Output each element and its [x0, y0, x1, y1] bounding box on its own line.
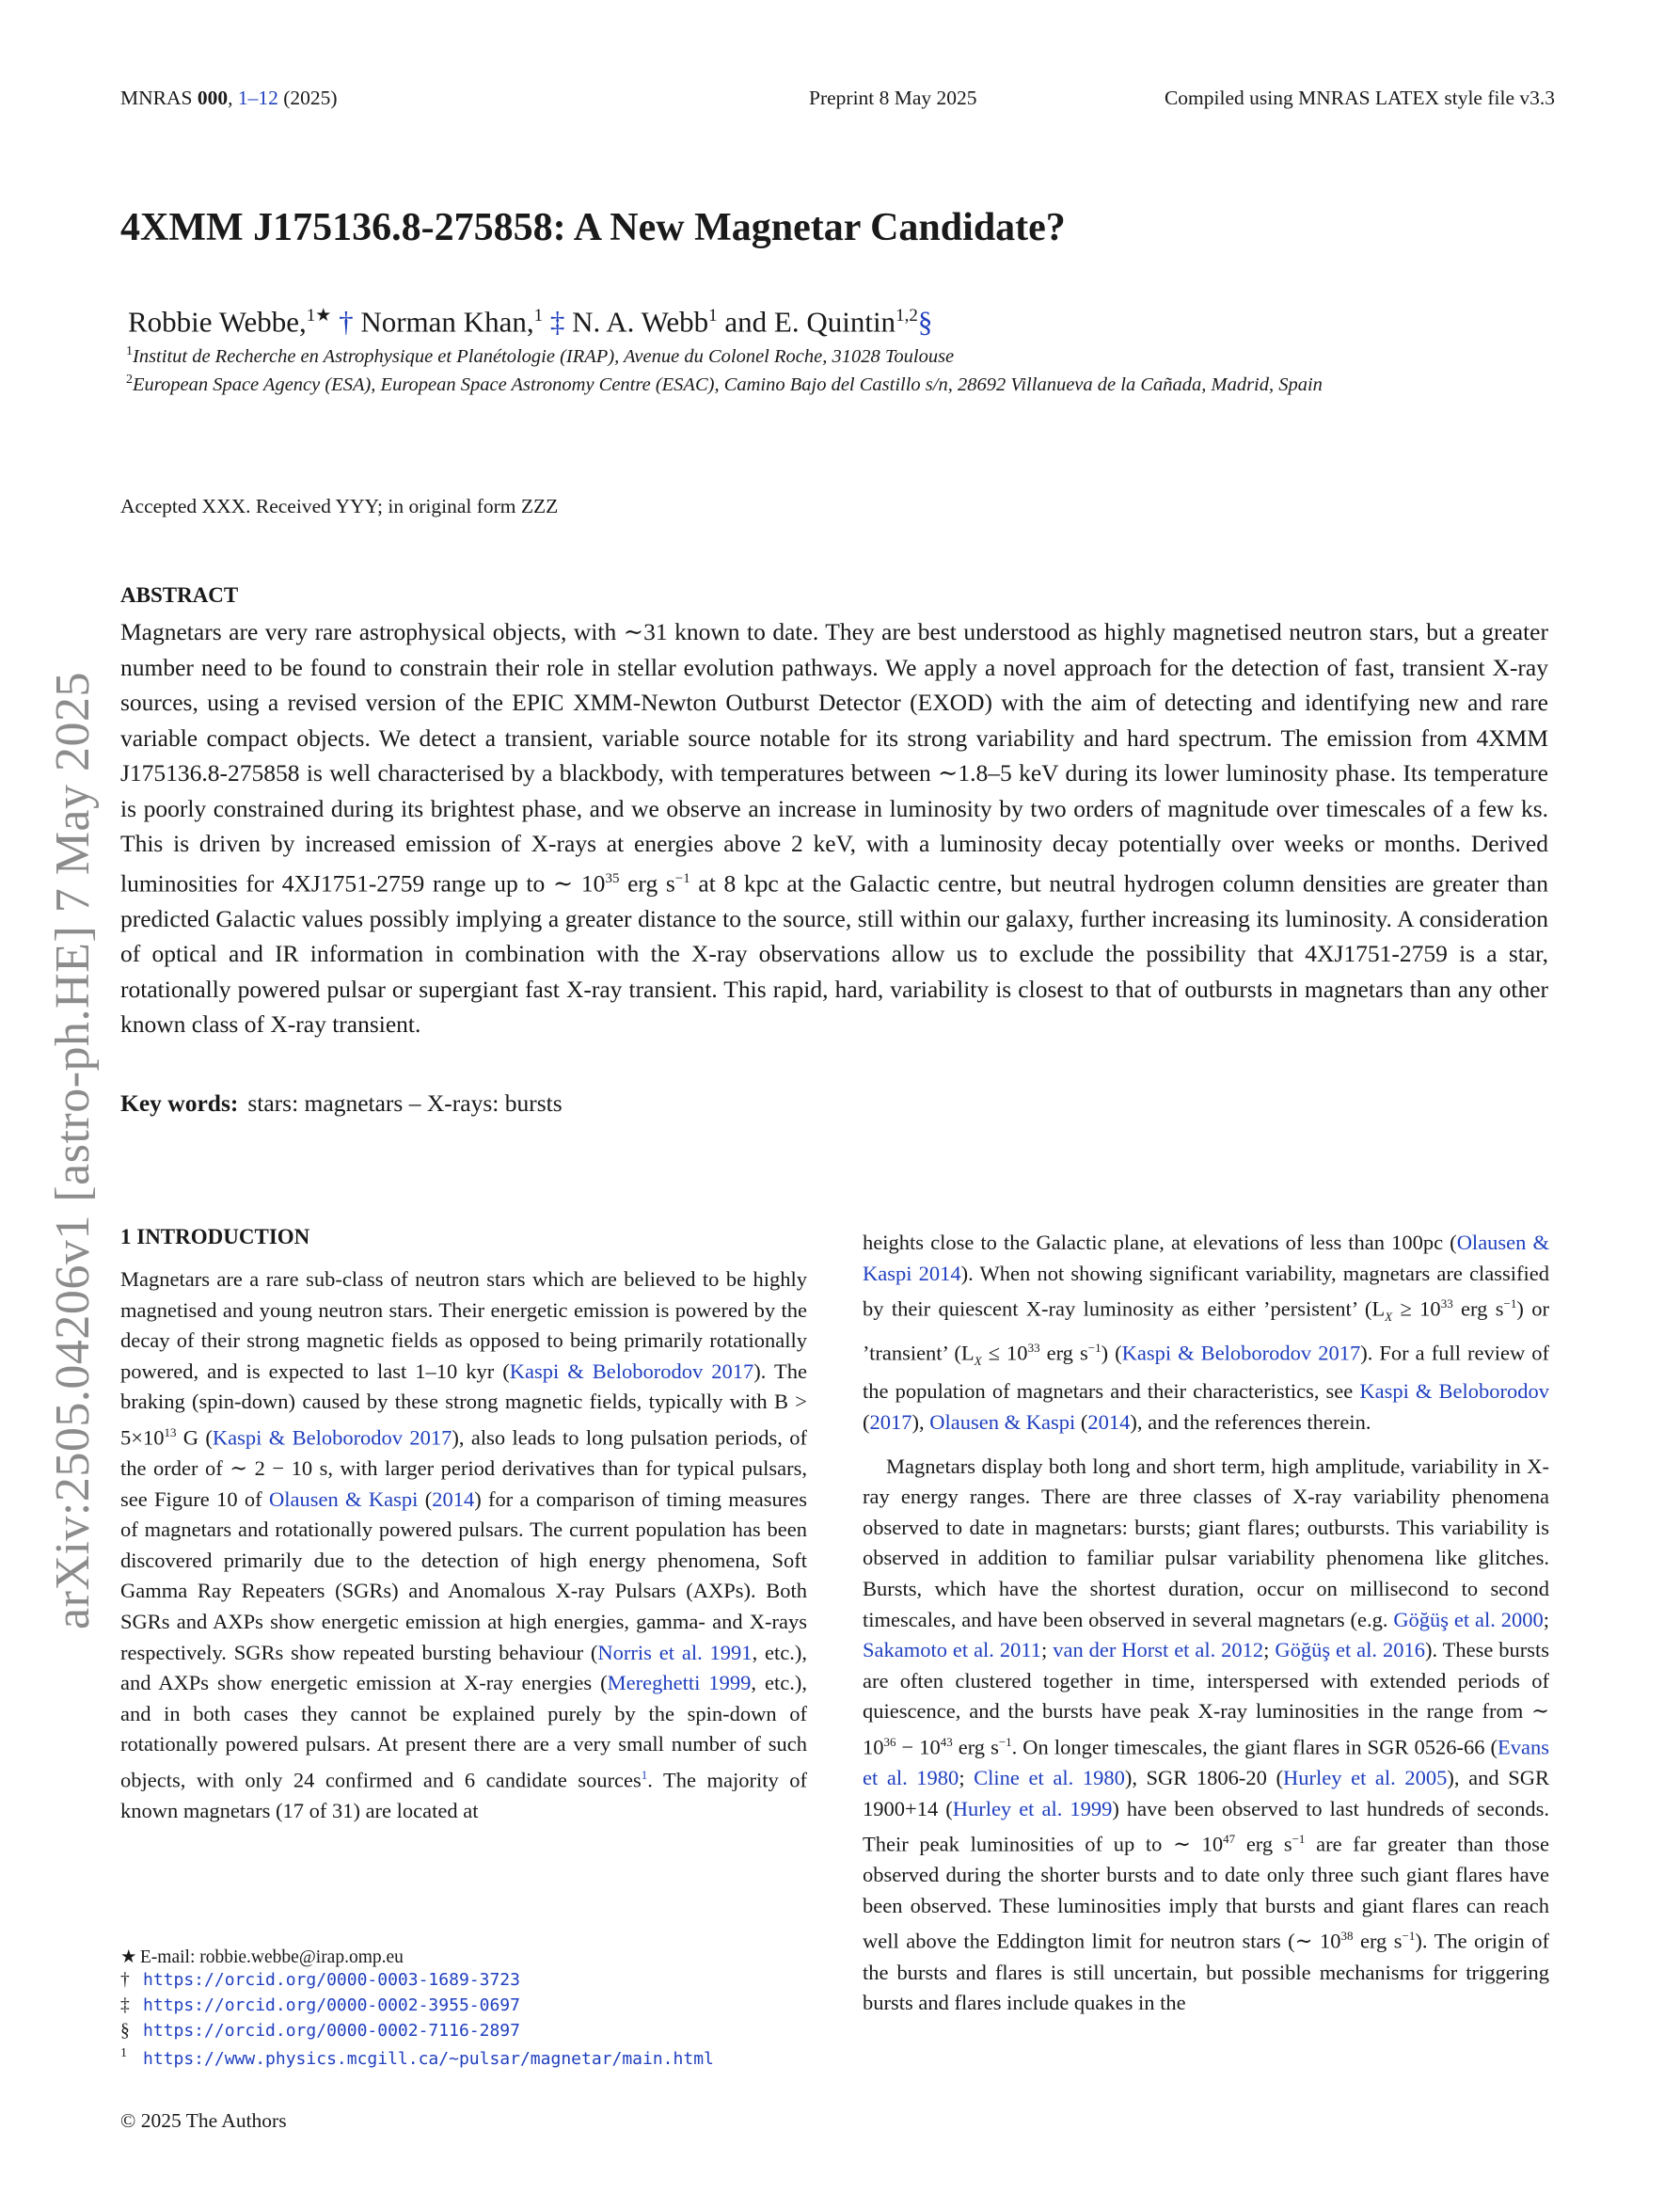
author-affiliation-sup: 1,2: [895, 306, 918, 326]
keywords-label: Key words:: [120, 1089, 239, 1117]
preprint-date: Preprint 8 May 2025: [809, 87, 977, 109]
text-run: ) have been observed to last hundreds of seconds. Their peak luminosities of up to ∼ 10: [863, 1796, 1549, 1856]
paragraph: [863, 1452, 1549, 2019]
author-affiliation-sup: 1: [708, 306, 718, 326]
text-run: ),: [911, 1409, 930, 1434]
right-column-text: [863, 1228, 1549, 2019]
text-run: Magnetars are a rare sub-class of neutron stars which are believed to be highly magnetised and young neutron stars. Their energetic emission is powered by the decay of their strong magnetic fields as opposed to being primarily rotationally powered, and is expected to last 1–10 kyr (: [120, 1267, 807, 1383]
exponent: 35: [605, 870, 620, 886]
orcid-link[interactable]: https://orcid.org/0000-0002-7116-2897: [143, 2021, 520, 2041]
exponent: −1: [1087, 1340, 1102, 1355]
exponent: −1: [674, 870, 690, 886]
text-run: ), SGR 1806-20 (: [1124, 1766, 1284, 1789]
affiliation-1: [126, 344, 954, 368]
citation-link[interactable]: Kaspi & Beloborodov 2017: [509, 1359, 754, 1383]
text-run: . The majority of known magnetars (17 of 31) are located at: [120, 1768, 807, 1823]
text-run: . On longer timescales, the giant flares in SGR 0526-66 (: [1011, 1735, 1498, 1759]
exponent: 47: [1223, 1832, 1236, 1847]
affiliation-2: [126, 373, 1323, 396]
text-run: (: [1075, 1409, 1088, 1434]
citation-link[interactable]: Olausen & Kaspi: [269, 1486, 419, 1511]
exponent: 33: [1027, 1340, 1040, 1355]
magnetar-catalog-link[interactable]: https://www.physics.mcgill.ca/~pulsar/magnetar/main.html: [143, 2048, 714, 2069]
footnote-email: [120, 1946, 404, 1968]
exponent: 38: [1340, 1929, 1354, 1944]
footnote-symbol: 1: [120, 2046, 127, 2060]
affiliation-number: 2: [126, 373, 133, 387]
keywords-text: stars: magnetars – X-rays: bursts: [247, 1089, 563, 1117]
author-name: Robbie Webbe,: [128, 305, 307, 339]
compiled-note: Compiled using MNRAS LATEX style file v3.3: [1164, 87, 1555, 109]
affiliation-text: European Space Agency (ESA), European Space Astronomy Centre (ESAC), Camino Bajo del Castillo s/n, 28692 Villanueva de la Cañada, Madrid, Spain: [133, 373, 1323, 395]
orcid-link[interactable]: https://orcid.org/0000-0003-1689-3723: [143, 1970, 520, 1990]
exponent: −1: [1402, 1929, 1416, 1944]
keywords: [120, 1089, 563, 1118]
orcid-link[interactable]: https://orcid.org/0000-0002-3955-0697: [143, 1995, 520, 2015]
subscript: X: [1385, 1310, 1393, 1325]
abstract-heading: ABSTRACT: [120, 583, 239, 607]
orcid-mark-link[interactable]: §: [917, 305, 933, 339]
text-run: (: [418, 1486, 433, 1511]
text-run: ), also leads to long pulsation periods, of the order of ∼ 2 − 10 s, with larger period derivatives than for typical pulsars, see Figure 10 of: [120, 1425, 807, 1511]
arxiv-identifier-stamp: arXiv:2505.04206v1 [astro-ph.HE] 7 May 2025: [46, 671, 100, 1629]
text-run: erg s: [1235, 1832, 1292, 1856]
footnote-symbol: †: [120, 1970, 130, 1990]
text-run: ). When not showing significant variability, magnetars are classified by their quiescent X-ray luminosity as either ’persistent’ (L: [863, 1261, 1549, 1321]
citation-link[interactable]: Olausen & Kaspi 2014: [863, 1231, 1550, 1285]
citation-link[interactable]: 2017: [869, 1409, 912, 1434]
text-run: are far greater than those observed during the shorter bursts and to date only three such giant flares have been observed. These luminosities imply that bursts and giant flares can reach well above the Eddington limit for neutron stars (∼ 10: [863, 1832, 1549, 1953]
citation-link[interactable]: Sakamoto et al. 2011: [863, 1638, 1042, 1662]
text-run: ), and the references therein.: [1130, 1409, 1371, 1434]
footnote-symbol: ★: [120, 1947, 137, 1967]
footnote-orcid: [120, 2021, 520, 2042]
affiliation-number: 1: [126, 344, 133, 358]
citation-link[interactable]: Göğüş et al. 2016: [1275, 1638, 1425, 1662]
text-run: erg s: [1353, 1929, 1403, 1953]
citation-link[interactable]: Mereghetti 1999: [607, 1671, 752, 1695]
citation-link[interactable]: Cline et al. 1980: [974, 1766, 1125, 1789]
orcid-mark-link[interactable]: †: [339, 305, 354, 339]
text-run: ;: [959, 1766, 975, 1789]
footnote-orcid: [120, 1995, 520, 2016]
abstract-text: Magnetars are very rare astrophysical objects, with ∼31 known to date. They are best understood as highly magnetised neutron stars, but a greater number need to be found to constrain their role in stellar evolution pathways. We apply a novel approach for the detection of fast, transient X-ray sources, using a revised version of the EPIC XMM-Newton Outburst Detector (EXOD) with the aim of detecting and identifying new and rare variable compact objects. We detect a transient, variable source notable for its strong variability and hard spectrum. The emission from 4XMM J175136.8-275858 is well characterised by a blackbody, with temperatures between ∼1.8–5 keV during its lower luminosity phase. Its temperature is poorly constrained during its brightest phase, and we observe an increase in luminosity by two orders of magnitude over timescales of a few ks. This is driven by increased emission of X-rays at energies above 2 keV, with a luminosity decay potentially over weeks or months. Derived luminosities for 4XJ1751-2759 range up to ∼ 10: [120, 618, 1548, 897]
footnote-orcid: [120, 1970, 520, 1991]
affiliation-text: Institut de Recherche en Astrophysique et Planétologie (IRAP), Avenue du Colonel Roche, 31028 Toulouse: [133, 345, 955, 367]
text-run: − 10: [895, 1735, 941, 1759]
text-run: ;: [1543, 1607, 1549, 1631]
author-joiner: and: [724, 305, 768, 339]
text-run: ) (: [1101, 1341, 1122, 1365]
citation-link[interactable]: Norris et al. 1991: [597, 1640, 753, 1664]
text-run: ). The braking (spin-down) caused by these strong magnetic fields, typically with B > 5×10: [120, 1359, 807, 1450]
citation-link[interactable]: Kaspi & Beloborodov 2017: [1121, 1341, 1361, 1365]
citation-link[interactable]: Olausen & Kaspi: [929, 1409, 1076, 1434]
author-name: N. A. Webb: [572, 305, 709, 339]
text-run: ;: [1041, 1638, 1054, 1662]
footnote-url: [120, 2046, 714, 2070]
page-range-link[interactable]: 1–12: [237, 87, 278, 109]
citation-link[interactable]: Hurley et al. 1999: [952, 1796, 1113, 1820]
text-run: G (: [176, 1425, 213, 1450]
text-run: erg s: [1039, 1341, 1088, 1365]
text-run: heights close to the Galactic plane, at elevations of less than 100pc (: [863, 1231, 1457, 1254]
exponent: 13: [164, 1424, 177, 1439]
text-run: ) for a comparison of timing measures of magnetars and rotationally powered pulsars. The current population has been discovered primarily due to the detection of high energy phenomena, Soft Gamma Ray Repeaters (SGRs) and Anomalous X-ray Pulsars (AXPs). Both SGRs and AXPs show energetic emission at high energies, gamma- and X-rays respectively. SGRs show repeated bursting behaviour (: [120, 1486, 808, 1664]
exponent: −1: [1292, 1832, 1306, 1847]
paragraph: [863, 1228, 1549, 1438]
citation-link[interactable]: Kaspi & Beloborodov 2017: [212, 1425, 452, 1450]
abstract-text: at 8 kpc at the Galactic centre, but neutral hydrogen column densities are greater than predicted Galactic values possibly implying a greater distance to the source, still within our galaxy, further increasing its luminosity. A consideration of optical and IR information in combination with the X-ray observations allow us to exclude the possibility that 4XJ1751-2759 is a star, rotationally powered pulsar or supergiant fast X-ray transient. This rapid, hard, variability is closest to that of outbursts in magnetars than any other known class of X-ray transient.: [120, 869, 1548, 1038]
footnote-link[interactable]: 1: [641, 1768, 648, 1782]
text-run: ) or ’transient’ (L: [863, 1296, 1549, 1365]
left-column-text: [120, 1264, 807, 1827]
author-name: Norman Khan,: [360, 305, 534, 339]
citation-link[interactable]: 2014: [1087, 1409, 1131, 1434]
text-run: , etc.), and in both cases they cannot be explained purely by the spin-down of rotationally powered pulsars. At present there are a very small number of such objects, with only 24 confirmed and 6 candidate sources: [120, 1671, 807, 1792]
text-run: ≥ 10: [1392, 1296, 1441, 1321]
footnote-text: E-mail: robbie.webbe@irap.omp.eu: [139, 1947, 404, 1967]
author-name: E. Quintin: [773, 305, 896, 339]
paper-title: 4XMM J175136.8-275858: A New Magnetar Candidate?: [120, 206, 1066, 249]
journal-year: (2025): [283, 87, 338, 109]
exponent: −1: [998, 1734, 1012, 1749]
subscript: X: [974, 1353, 982, 1368]
text-run: ;: [1263, 1638, 1276, 1662]
exponent: 43: [940, 1734, 953, 1749]
citation-link[interactable]: 2014: [432, 1486, 475, 1511]
section-heading-introduction: 1 INTRODUCTION: [120, 1225, 310, 1248]
footnote-symbol: §: [120, 2021, 130, 2041]
abstract-text: erg s: [619, 869, 675, 897]
citation-link[interactable]: Kaspi & Beloborodov: [1359, 1379, 1549, 1404]
running-header-journal: MNRAS 000, 1–12 (2025): [120, 87, 338, 109]
author-affiliation-sup: 1: [533, 306, 544, 326]
text-run: ). These bursts are often clustered together in time, interspersed with extended periods of quiescence, and the bursts have peak X-ray luminosities in the range from ∼ 10: [863, 1638, 1549, 1759]
citation-link[interactable]: Göğüş et al. 2000: [1393, 1607, 1544, 1631]
citation-link[interactable]: Hurley et al. 2005: [1283, 1766, 1448, 1789]
citation-link[interactable]: Evans et al. 1980: [863, 1735, 1549, 1789]
author-list: [128, 305, 932, 339]
text-run: Magnetars display both long and short term, high amplitude, variability in X-ray energy ranges. There are three classes of X-ray variability phenomena observed to date in magnetars: bursts; giant flares; outbursts. This variability is observed in addition to familiar pulsar variability phenomena like glitches. Bursts, which have the shortest duration, occur on millisecond to second timescales, and have been observed in several magnetars (e.g.: [863, 1454, 1549, 1631]
citation-link[interactable]: van der Horst et al. 2012: [1053, 1638, 1264, 1662]
text-run: (: [863, 1409, 870, 1434]
author-affiliation-sup: 1★: [306, 306, 332, 326]
accepted-received-line: Accepted XXX. Received YYY; in original form ZZZ: [120, 495, 559, 517]
exponent: 36: [883, 1734, 896, 1749]
exponent: 33: [1440, 1296, 1453, 1311]
text-run: erg s: [952, 1735, 999, 1759]
journal-volume: 000: [197, 87, 229, 109]
text-run: ≤ 10: [981, 1341, 1028, 1365]
text-run: ). For a full review of the population of magnetars and their characteristics, see: [863, 1341, 1549, 1404]
orcid-mark-link[interactable]: ‡: [549, 305, 565, 339]
abstract-body: [120, 614, 1548, 1042]
text-run: erg s: [1452, 1296, 1504, 1321]
text-run: ). The origin of the bursts and flares is still uncertain, but possible mechanisms for triggering bursts and flares include quakes in the: [863, 1929, 1549, 2015]
text-run: , etc.), and AXPs show energetic emission at X-ray energies (: [120, 1640, 808, 1695]
copyright-notice: © 2025 The Authors: [120, 2109, 287, 2132]
exponent: −1: [1503, 1296, 1517, 1311]
footnote-symbol: ‡: [120, 1995, 130, 2015]
paragraph: [120, 1264, 807, 1827]
text-run: ), and SGR 1900+14 (: [863, 1766, 1549, 1820]
journal-name: MNRAS: [120, 87, 193, 109]
